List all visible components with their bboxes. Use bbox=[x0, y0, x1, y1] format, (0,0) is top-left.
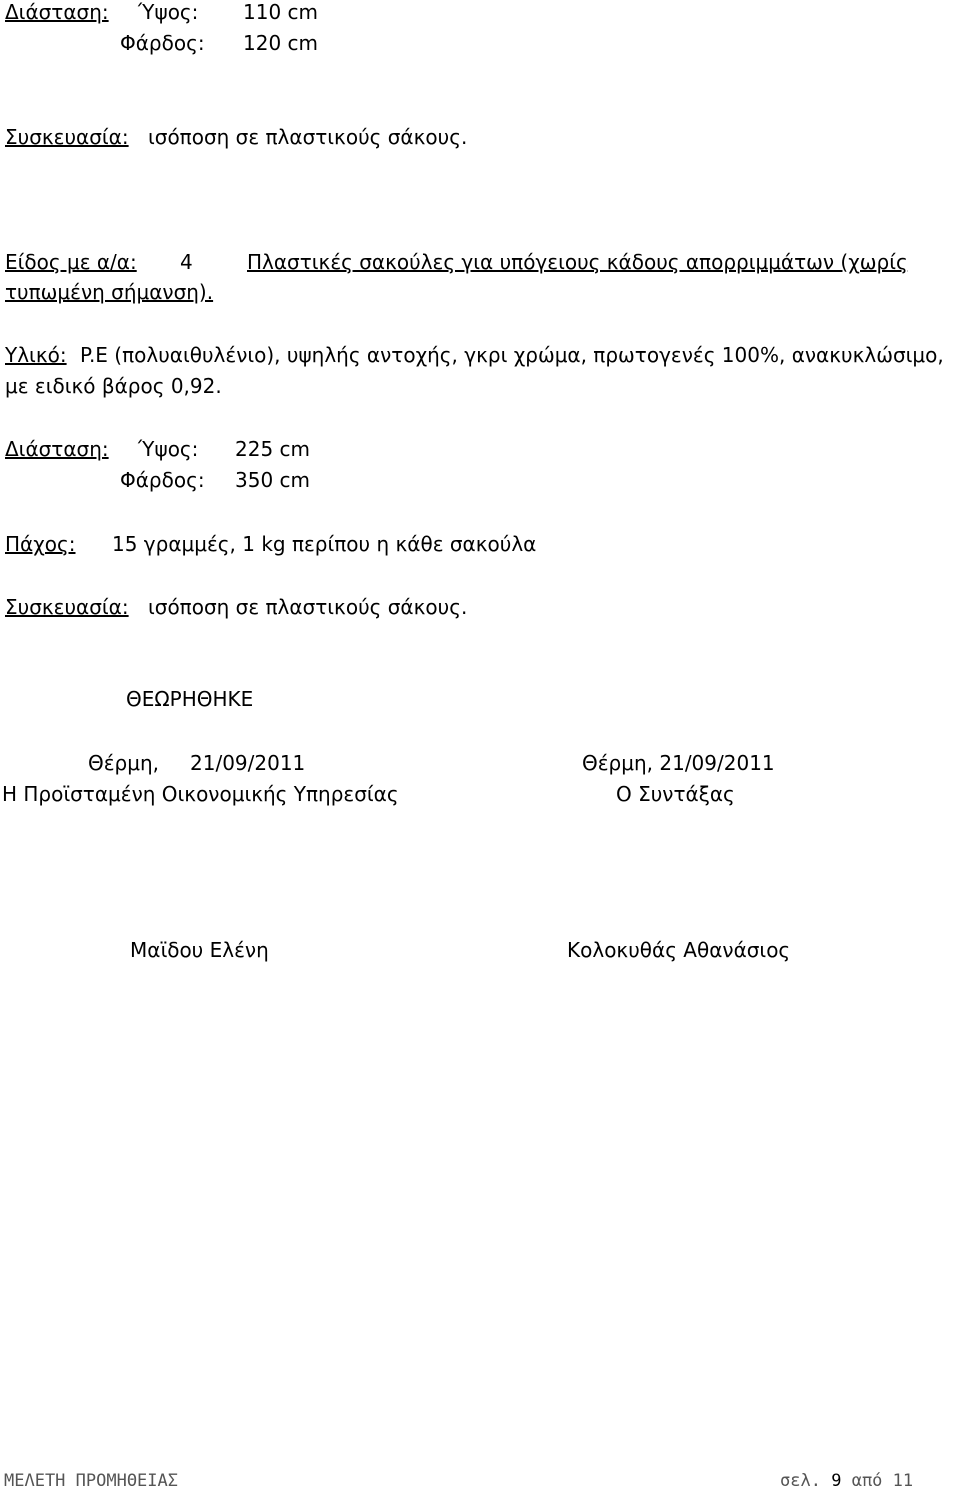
thickness-label: Πάχος: bbox=[5, 532, 76, 556]
packaging-value: ισόποση σε πλαστικούς σάκους. bbox=[148, 125, 468, 149]
item-title-line2: τυπωμένη σήμανση). bbox=[5, 280, 214, 304]
height-label: Ύψος: bbox=[138, 0, 199, 24]
packaging-label-2: Συσκευασία: bbox=[5, 595, 129, 619]
height-value-2: 225 cm bbox=[235, 437, 311, 461]
page-prefix: σελ. bbox=[780, 1471, 821, 1491]
page-number bbox=[780, 1471, 913, 1491]
height-value: 110 cm bbox=[243, 0, 319, 24]
left-place: Θέρμη, bbox=[88, 751, 160, 775]
material-line1: P.E (πολυαιθυλένιο), υψηλής αντοχής, γκρι χρώμα, πρωτογενές 100%, ανακυκλώσιμο, bbox=[80, 343, 944, 367]
left-signatory-name: Μαϊδου Ελένη bbox=[130, 938, 269, 962]
item-number: 4 bbox=[180, 250, 193, 274]
left-role: Η Προϊσταμένη Οικονομικής Υπηρεσίας bbox=[2, 782, 399, 806]
height-label-2: Ύψος: bbox=[138, 437, 199, 461]
page-total: 11 bbox=[892, 1471, 914, 1491]
left-date: 21/09/2011 bbox=[190, 751, 306, 775]
item-title-line1: Πλαστικές σακούλες για υπόγειους κάδους απορριμμάτων (χωρίς bbox=[247, 250, 908, 274]
right-role: Ο Συντάξας bbox=[616, 782, 735, 806]
packaging-label: Συσκευασία: bbox=[5, 125, 129, 149]
page-current: 9 bbox=[831, 1471, 842, 1491]
right-date-line: Θέρμη, 21/09/2011 bbox=[582, 751, 775, 775]
packaging-value-2: ισόποση σε πλαστικούς σάκους. bbox=[148, 595, 468, 619]
dimension-label-2: Διάσταση: bbox=[5, 437, 109, 461]
thickness-value: 15 γραμμές, 1 kg περίπου η κάθε σακούλα bbox=[112, 532, 537, 556]
width-label-2: Φάρδος: bbox=[120, 468, 205, 492]
width-value: 120 cm bbox=[243, 31, 319, 55]
footer-title: ΜΕΛΕΤΗ ΠΡΟΜΗΘΕΙΑΣ bbox=[4, 1471, 178, 1491]
page-of: από bbox=[851, 1471, 883, 1491]
width-value-2: 350 cm bbox=[235, 468, 311, 492]
approved-heading: ΘΕΩΡΗΘΗΚΕ bbox=[126, 687, 254, 711]
dimension-label: Διάσταση: bbox=[5, 0, 109, 24]
right-signatory-name: Κολοκυθάς Αθανάσιος bbox=[567, 938, 791, 962]
material-label: Υλικό: bbox=[5, 343, 67, 367]
item-label: Είδος με α/α: bbox=[5, 250, 137, 274]
material-line2: με ειδικό βάρος 0,92. bbox=[5, 374, 222, 398]
width-label: Φάρδος: bbox=[120, 31, 205, 55]
